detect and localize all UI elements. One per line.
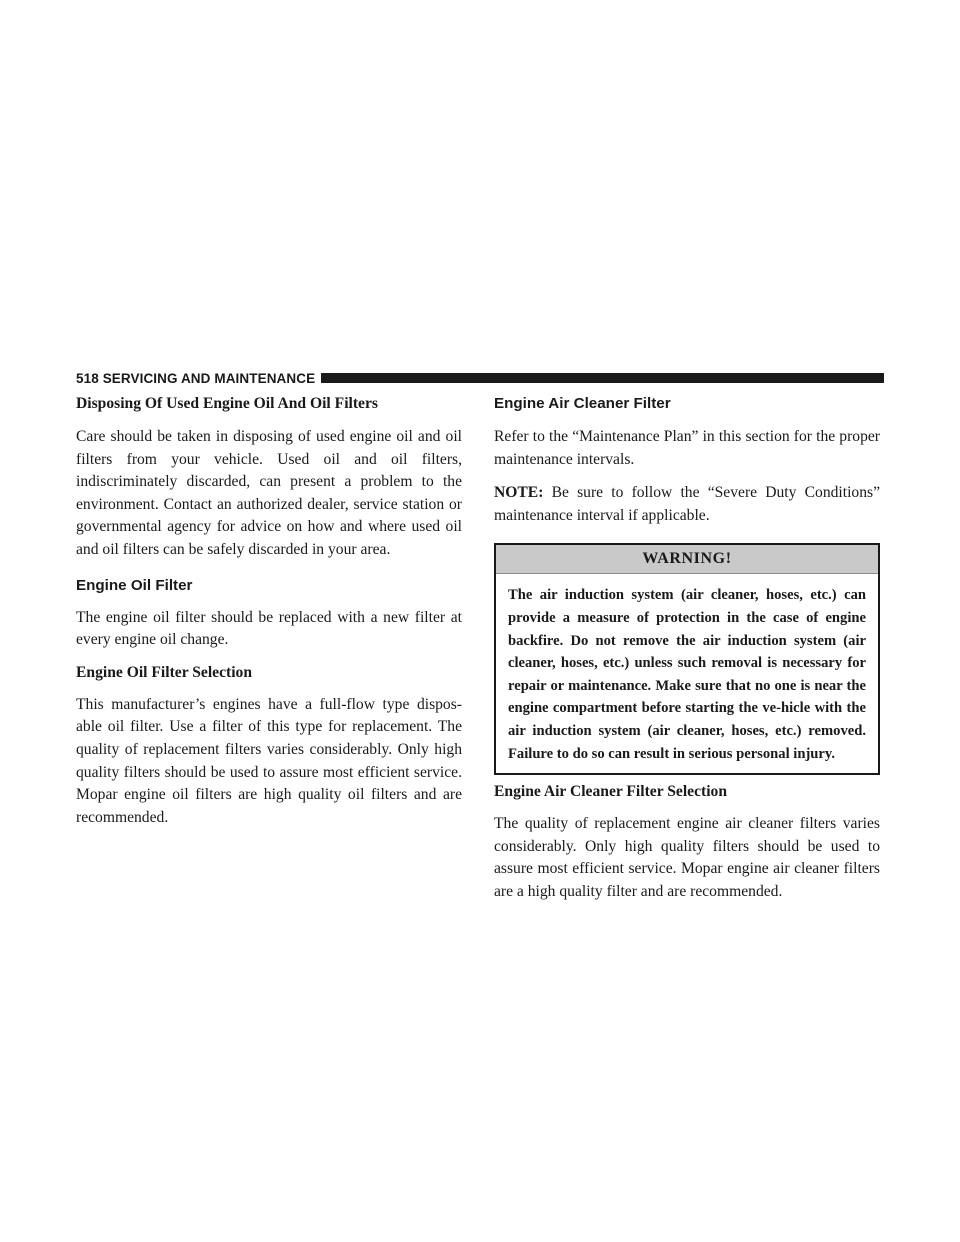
right-column <box>494 393 880 904</box>
note-paragraph <box>494 482 880 527</box>
warning-title: WARNING! <box>496 545 878 574</box>
air-filter-selection-paragraph: The quality of replacement engine air cleaner filters varies considerably. Only high quality filters should be used to assure most efficient service. Mopar engine air cleaner filters are a high quality filter and are recommended. <box>494 815 880 900</box>
page-header-label <box>76 371 315 386</box>
disposing-heading: Disposing Of Used Engine Oil And Oil Filters <box>76 395 378 412</box>
note-text: Be sure to follow the “Severe Duty Conditions” maintenance interval if applicable. <box>494 484 880 524</box>
section-title: SERVICING AND MAINTENANCE <box>102 370 316 386</box>
air-cleaner-heading: Engine Air Cleaner Filter <box>494 395 671 412</box>
warning-text: The air induction system (air cleaner, hoses, etc.) can provide a measure of protection in the case of engine backfire. Do not remove the air induction system (air cleaner, hoses, etc.) unless such removal is necessary for repair or maintenance. Make sure that no one is near the engine compartment before starting the ve-hicle with the air induction system (air cleaner, hoses, etc.) removed. Failure to do so can result in serious personal injury. <box>508 587 866 762</box>
air-filter-selection-heading: Engine Air Cleaner Filter Selection <box>494 783 728 801</box>
engine-oil-filter-heading: Engine Oil Filter <box>76 576 193 594</box>
note-label: NOTE: <box>494 484 544 502</box>
header-rule <box>321 373 884 383</box>
page-header <box>76 370 884 386</box>
warning-box <box>494 543 880 775</box>
oil-filter-selection-paragraph: This manufacturer’s engines have a full-flow type dispos-able oil filter. Use a filter of this type for replacement. The quality of replacement filters varies considerably. Only high quality filters should be used to assure most efficient service. Mopar engine oil filters are high quality oil filters and are recommended. <box>76 695 462 826</box>
oil-filter-selection-heading: Engine Oil Filter Selection <box>76 663 252 681</box>
left-column <box>76 393 462 829</box>
disposing-paragraph: Care should be taken in disposing of used engine oil and oil filters from your vehicle. Used oil and oil filters, indiscriminately discarded, can present a problem to the environment. Contact an authorized dealer, service station or governmental agency for advice on how and where used oil and oil filters can be safely discarded in your area. <box>76 428 462 558</box>
engine-oil-filter-paragraph: The engine oil filter should be replaced with a new filter at every engine oil change. <box>76 608 462 649</box>
air-cleaner-paragraph: Refer to the “Maintenance Plan” in this section for the proper maintenance intervals. <box>494 428 880 468</box>
page-number: 518 <box>76 370 99 386</box>
